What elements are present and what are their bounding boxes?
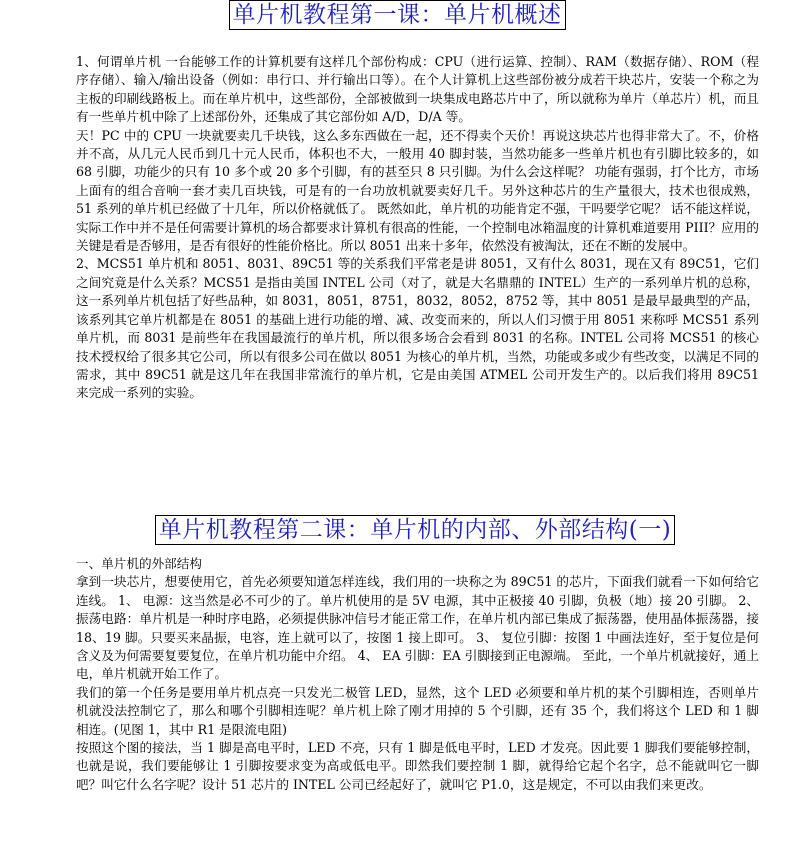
lesson1-body: [76, 53, 759, 403]
section-heading: 一、单片机的外部结构: [76, 556, 202, 571]
paragraph: 天！PC 中的 CPU 一块就要卖几千块钱，这么多东西做在一起，还不得卖个天价！再说这块芯片也得非常大了。不，价格并不高，从几元人民币到几十元人民币，体积也不大，一般用 40 脚封装，当然功能多一些单片机也有引脚比较多的，如 68 引脚，功能少的只有 10 多个或 20 多个引脚，有的甚至只 8 只引脚。为什么会这样呢？ 功能有强弱，打个比方，市场上面有的组合音响一套才卖几百块钱，可是有的一台功放机就要卖好几千。另外这种芯片的生产量很大，技术也很成熟，51 系列的单片机已经做了十几年，所以价格就低了。 既然如此，单片机的功能肯定不强，干吗要学它呢？ 话不能这样说，实际工作中并不是任何需要计算机的场合都要求计算机有很高的性能，一个控制电冰箱温度的计算机难道要用 PIII？应用的关键是看是否够用，是否有很好的性能价格比。所以 8051 出来十多年，依然没有被淘汰，还在不断的发展中。: [76, 127, 759, 254]
lesson1-title-block: [0, 0, 794, 30]
lesson2-body: [76, 555, 759, 794]
lesson1-title: 单片机教程第一课：单片机概述: [229, 0, 566, 30]
paragraph: 拿到一块芯片，想要使用它，首先必须要知道怎样连线，我们用的一块称之为 89C51 的芯片，下面我们就看一下如何给它连线。 1、 电源：这当然是必不可少的了。单片机使用的是 5V 电源，其中正极接 40 引脚，负极（地）接 20 引脚。 2、 振荡电路：单片机是一种时序电路，必须提供脉冲信号才能正常工作，在单片机内部已集成了振荡器，使用晶体振荡器，接 18、19 脚。只要买来晶振，电容，连上就可以了，按图 1 接上即可。 3、 复位引脚：按图 1 中画法连好，至于复位是何含义及为何需要复要复位，在单片机功能中介绍。 4、 EA 引脚：EA 引脚接到正电源端。 至此，一个单片机就接好，通上电，单片机就开始工作了。: [76, 574, 759, 682]
paragraph: 我们的第一个任务是要用单片机点亮一只发光二极管 LED，显然，这个 LED 必须要和单片机的某个引脚相连，否则单片机就没法控制它了，那么和哪个引脚相连呢？单片机上除了刚才用掉的 5 个引脚，还有 35 个，我们将这个 LED 和 1 脚相连。(见图 1，其中 R1 是限流电阻): [76, 684, 759, 737]
paragraph: 按照这个图的接法，当 1 脚是高电平时，LED 不亮，只有 1 脚是低电平时，LED 才发亮。因此要 1 脚我们要能够控制，也就是说，我们要能够让 1 引脚按要求变为高或低电平。即然我们要控制 1 脚，就得给它起个名字，总不能就叫它一脚吧？叫它什么名字呢？设计 51 芯片的 INTEL 公司已经起好了，就叫它 P1.0，这是规定，不可以由我们来更改。: [76, 740, 759, 792]
paragraph: 1、何谓单片机 一台能够工作的计算机要有这样几个部份构成：CPU（进行运算、控制）、RAM（数据存储）、ROM（程序存储）、输入/输出设备（例如：串行口、并行输出口等）。在个人计算机上这些部份被分成若干块芯片，安装一个称之为主板的印刷线路板上。而在单片机中，这些部份，全部被做到一块集成电路芯片中了，所以就称为单片（单芯片）机，而且有一些单片机中除了上述部份外，还集成了其它部份如 A/D，D/A 等。: [76, 54, 759, 125]
lesson2-title: 单片机教程第二课：单片机的内部、外部结构(一): [155, 515, 675, 545]
lesson2-title-block: [0, 515, 794, 545]
paragraph: 2、MCS51 单片机和 8051、8031、89C51 等的关系我们平常老是讲 8051，又有什么 8031，现在又有 89C51，它们之间究竟是什么关系？MCS51 是指由美国 INTEL 公司（对了，就是大名鼎鼎的 INTEL）生产的一系列单片机的总称，这一系列单片机包括了好些品种，如 8031，8051，8751，8032，8052，8752 等，其中 8051 是最早最典型的产品，该系列其它单片机都是在 8051 的基础上进行功能的增、减、改变而来的，所以人们习惯于用 8051 来称呼 MCS51 系列单片机，而 8031 是前些年在我国最流行的单片机，所以很多场合会看到 8031 的名称。INTEL 公司将 MCS51 的核心技术授权给了很多其它公司，所以有很多公司在做以 8051 为核心的单片机，当然，功能或多或少有些改变，以满足不同的需求，其中 89C51 就是这几年在我国非常流行的单片机，它是由美国 ATMEL 公司开发生产的。以后我们将用 89C51 来完成一系列的实验。: [76, 256, 759, 401]
